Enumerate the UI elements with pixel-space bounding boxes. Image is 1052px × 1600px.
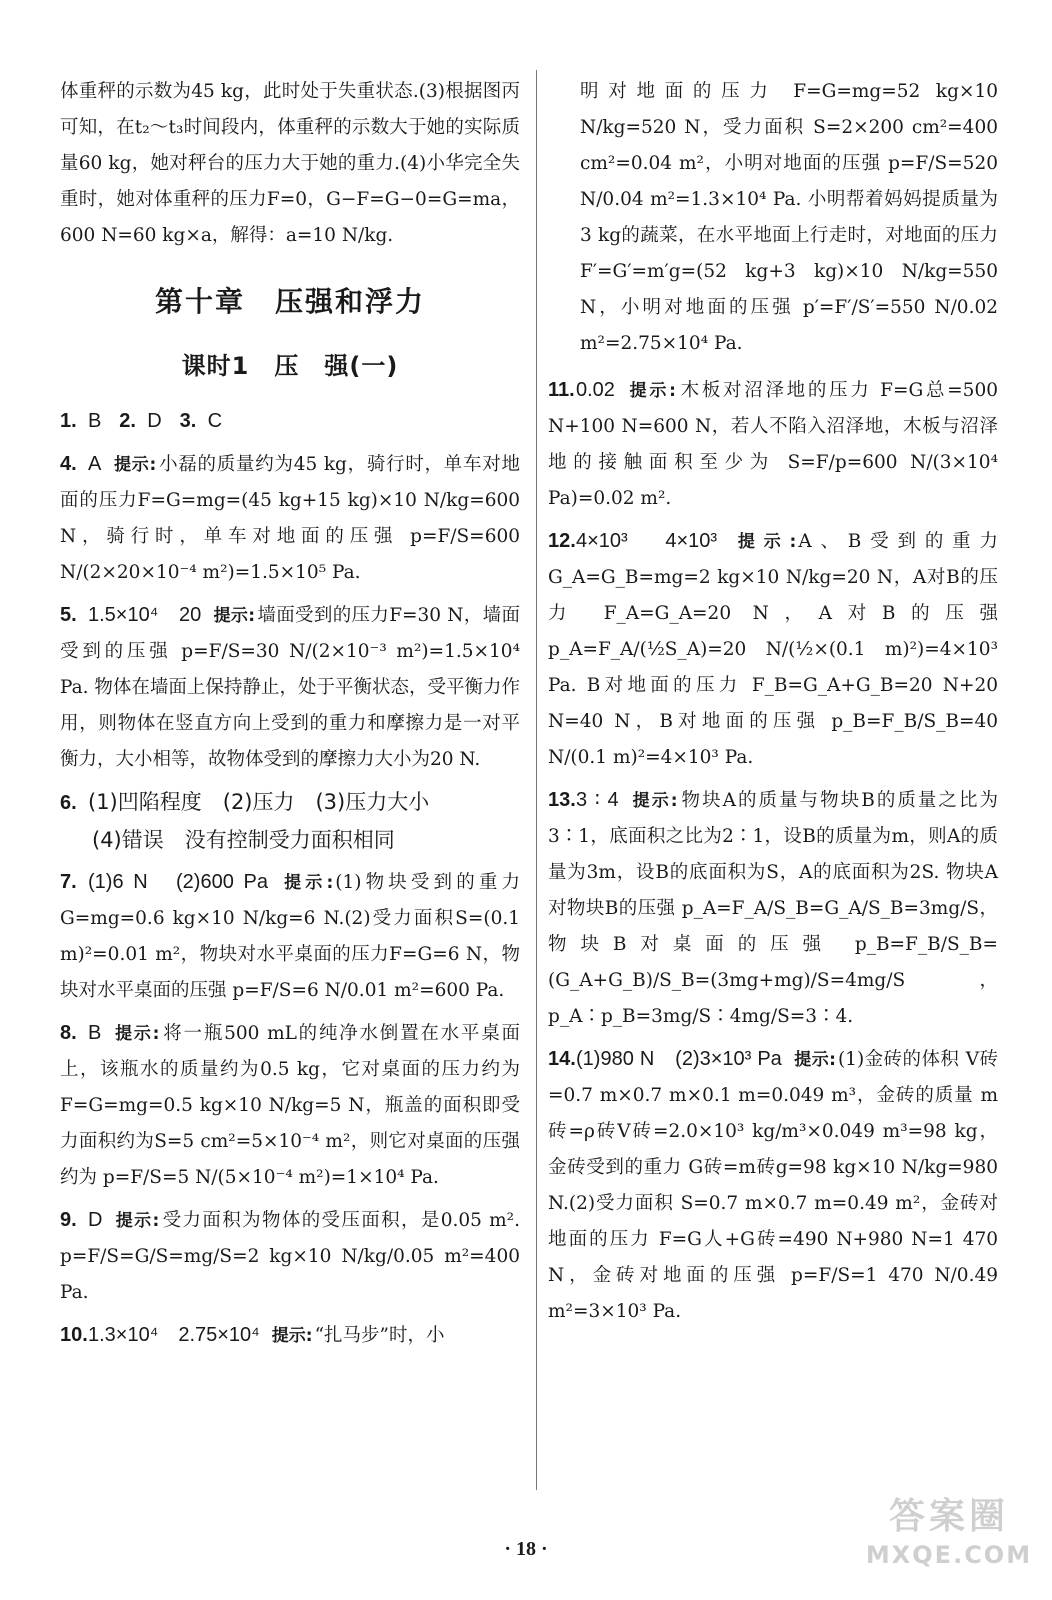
answer: 1.3×10⁴ 2.75×10⁴ xyxy=(88,1324,260,1346)
answers-1-3 xyxy=(60,403,520,440)
answer: 4×10³ 4×10³ xyxy=(576,530,718,552)
answer: C xyxy=(207,410,223,432)
question-7 xyxy=(60,864,520,1009)
question-number: 9. xyxy=(60,1209,77,1231)
lesson-title: 课时1 压 强(一) xyxy=(181,352,399,380)
hint-label: 提示: xyxy=(271,1326,313,1346)
answer: D xyxy=(147,410,162,432)
question-number: 5. xyxy=(60,604,77,626)
page-number: · 18 · xyxy=(504,1538,548,1560)
question-number: 12. xyxy=(548,530,576,552)
question-number: 7. xyxy=(60,871,77,893)
question-13 xyxy=(548,782,998,1035)
hint-label: 提示: xyxy=(793,1050,836,1070)
hint-label: 提示: xyxy=(114,1211,160,1231)
hint-label: 提示: xyxy=(729,532,797,552)
question-8 xyxy=(60,1015,520,1196)
question-number: 3. xyxy=(179,410,197,432)
answer: B xyxy=(88,1022,102,1044)
hint-label: 提示: xyxy=(630,791,678,811)
hint-text: 墙面受到的压力F=30 N，墙面受到的压强 p=F/S=30 N/(2×10⁻³ m²)=1.5×10⁴ Pa. 物体在墙面上保持静止，处于平衡状态，受平衡力作用，则物体在竖直方向上受到的重力和摩擦力是一对平衡力，大小相等，故物体受到的摩擦力大小为20 N. xyxy=(60,605,520,770)
question-number: 11. xyxy=(548,379,575,401)
hint-text: (1)金砖的体积 V砖=0.7 m×0.7 m×0.1 m=0.049 m³，金砖的质量 m砖=ρ砖V砖=2.0×10³ kg/m³×0.049 m³=98 kg，金砖受到的重力 G砖=m砖g=98 kg×10 N/kg=980 N.(2)受力面积 S=0.7 m×0.7 m=0.49 m²，金砖对地面的压力 F=G人+G砖=490 N+980 N=1 470 N，金砖对地面的压强 p=F/S=1 470 N/0.49 m²=3×10³ Pa. xyxy=(548,1049,998,1322)
question-10-continued: 明对地面的压力 F=G=mg=52 kg×10 N/kg=520 N，受力面积 S=2×200 cm²=400 cm²=0.04 m²，小明对地面的压强 p=F/S=520 N/0.04 m²=1.3×10⁴ Pa. 小明帮着妈妈提质量为3 kg的蔬菜，在水平地面上行走时，对地面的压力 F′=G′=m′g=(52 kg+3 kg)×10 N/kg=550 N，小明对地面的压强 p′=F′/S′=550 N/0.02 m²=2.75×10⁴ Pa. xyxy=(580,81,998,354)
question-11 xyxy=(548,372,998,517)
watermark-url: MXQE.COM xyxy=(865,1541,1033,1569)
left-column xyxy=(60,74,520,1360)
hint-label: 提示: xyxy=(280,873,334,893)
question-number: 8. xyxy=(60,1022,77,1044)
answer: B xyxy=(88,410,102,432)
answer-line-1: (1)凹陷程度 (2)压力 (3)压力大小 xyxy=(88,790,430,814)
question-number: 2. xyxy=(119,410,136,432)
question-number: 14. xyxy=(548,1048,576,1070)
question-6 xyxy=(60,784,520,858)
answer-line-2: (4)错误 没有控制受力面积相同 xyxy=(92,828,395,852)
question-number: 1. xyxy=(60,410,77,432)
hint-text: “扎马步”时，小 xyxy=(314,1325,445,1346)
question-number: 4. xyxy=(60,453,77,475)
hint-label: 提示: xyxy=(113,1024,160,1044)
question-number: 10. xyxy=(60,1324,88,1346)
chapter-title: 第十章 压强和浮力 xyxy=(154,285,425,318)
answer: D xyxy=(88,1209,103,1231)
hint-text: 木板对沼泽地的压力 F=G总=500 N+100 N=600 N，若人不陷入沼泽地，木板与沼泽地的接触面积至少为 S=F/p=600 N/(3×10⁴ Pa)=0.02 m². xyxy=(548,380,998,509)
question-number: 13. xyxy=(548,789,576,811)
question-4 xyxy=(60,446,520,591)
question-12 xyxy=(548,523,998,776)
hint-label: 提示: xyxy=(213,606,256,626)
hint-text: 小磊的质量约为45 kg，骑行时，单车对地面的压力F=G=mg=(45 kg+15 kg)×10 N/kg=600 N，骑行时，单车对地面的压强 p=F/S=600 N/(2×20×10⁻⁴ m²)=1.5×10⁵ Pa. xyxy=(60,454,520,583)
column-divider xyxy=(536,70,537,1490)
question-9 xyxy=(60,1202,520,1311)
answer: 3 ∶ 4 xyxy=(576,789,619,811)
hint-text: 物块A的质量与物块B的质量之比为3∶1，底面积之比为2∶1，设B的质量为m，则A的质量为3m，设B的底面积为S，A的底面积为2S. 物块A对物块B的压强 p_A=F_A/S_B=G_A/S_B=3mg/S，物块B对桌面的压强 p_B=F_B/S_B=(G_A+G_B)/S_B=(3mg+mg)/S=4mg/S，p_A∶p_B=3mg/S∶4mg/S=3∶4. xyxy=(548,790,998,1027)
answer: 0.02 xyxy=(576,379,615,401)
hint-label: 提示: xyxy=(113,455,157,475)
intro-paragraph: 体重秤的示数为45 kg，此时处于失重状态.(3)根据图丙可知，在t₂～t₃时间段内，体重秤的示数大于她的实际质量60 kg，她对秤台的压力大于她的重力.(4)小华完全失重时，她对体重秤的压力F=0，G−F=G−0=G=ma，600 N=60 kg×a，解得：a=10 N/kg. xyxy=(60,81,520,246)
hint-label: 提示: xyxy=(626,381,676,401)
answer: (1)980 N (2)3×10³ Pa xyxy=(576,1048,782,1070)
hint-text: A、B受到的重力 G_A=G_B=mg=2 kg×10 N/kg=20 N，A对B的压力 F_A=G_A=20 N，A对B的压强 p_A=F_A/(½S_A)=20 N/(½×(0.1 m)²)=4×10³ Pa. B对地面的压力 F_B=G_A+G_B=20 N+20 N=40 N，B对地面的压强 p_B=F_B/S_B=40 N/(0.1 m)²=4×10³ Pa. xyxy=(548,531,998,768)
hint-text: 受力面积为物体的受压面积，是0.05 m². p=F/S=G/S=mg/S=2 kg×10 N/kg/0.05 m²=400 Pa. xyxy=(60,1210,520,1303)
watermark-text: 答案圈 xyxy=(888,1496,1009,1537)
hint-text: 将一瓶500 mL的纯净水倒置在水平桌面上，该瓶水的质量约为0.5 kg，它对桌面的压力约为F=G=mg=0.5 kg×10 N/kg=5 N，瓶盖的面积即受力面积约为S=5 cm²=5×10⁻⁴ m²，则它对桌面的压强约为 p=F/S=5 N/(5×10⁻⁴ m²)=1×10⁴ Pa. xyxy=(60,1023,520,1188)
answer: A xyxy=(88,453,102,475)
question-14 xyxy=(548,1041,998,1330)
hint-text: (1)物块受到的重力G=mg=0.6 kg×10 N/kg=6 N.(2)受力面积S=(0.1 m)²=0.01 m²，物块对水平桌面的压力F=G=6 N，物块对水平桌面的压强 p=F/S=6 N/0.01 m²=600 Pa. xyxy=(60,872,520,1001)
question-5 xyxy=(60,597,520,778)
question-10 xyxy=(60,1317,520,1354)
question-number: 6. xyxy=(60,792,77,814)
right-column xyxy=(548,74,998,1336)
answer: (1)6 N (2)600 Pa xyxy=(88,871,268,893)
watermark-logo xyxy=(864,1494,1034,1580)
answer: 1.5×10⁴ 20 xyxy=(88,604,202,626)
